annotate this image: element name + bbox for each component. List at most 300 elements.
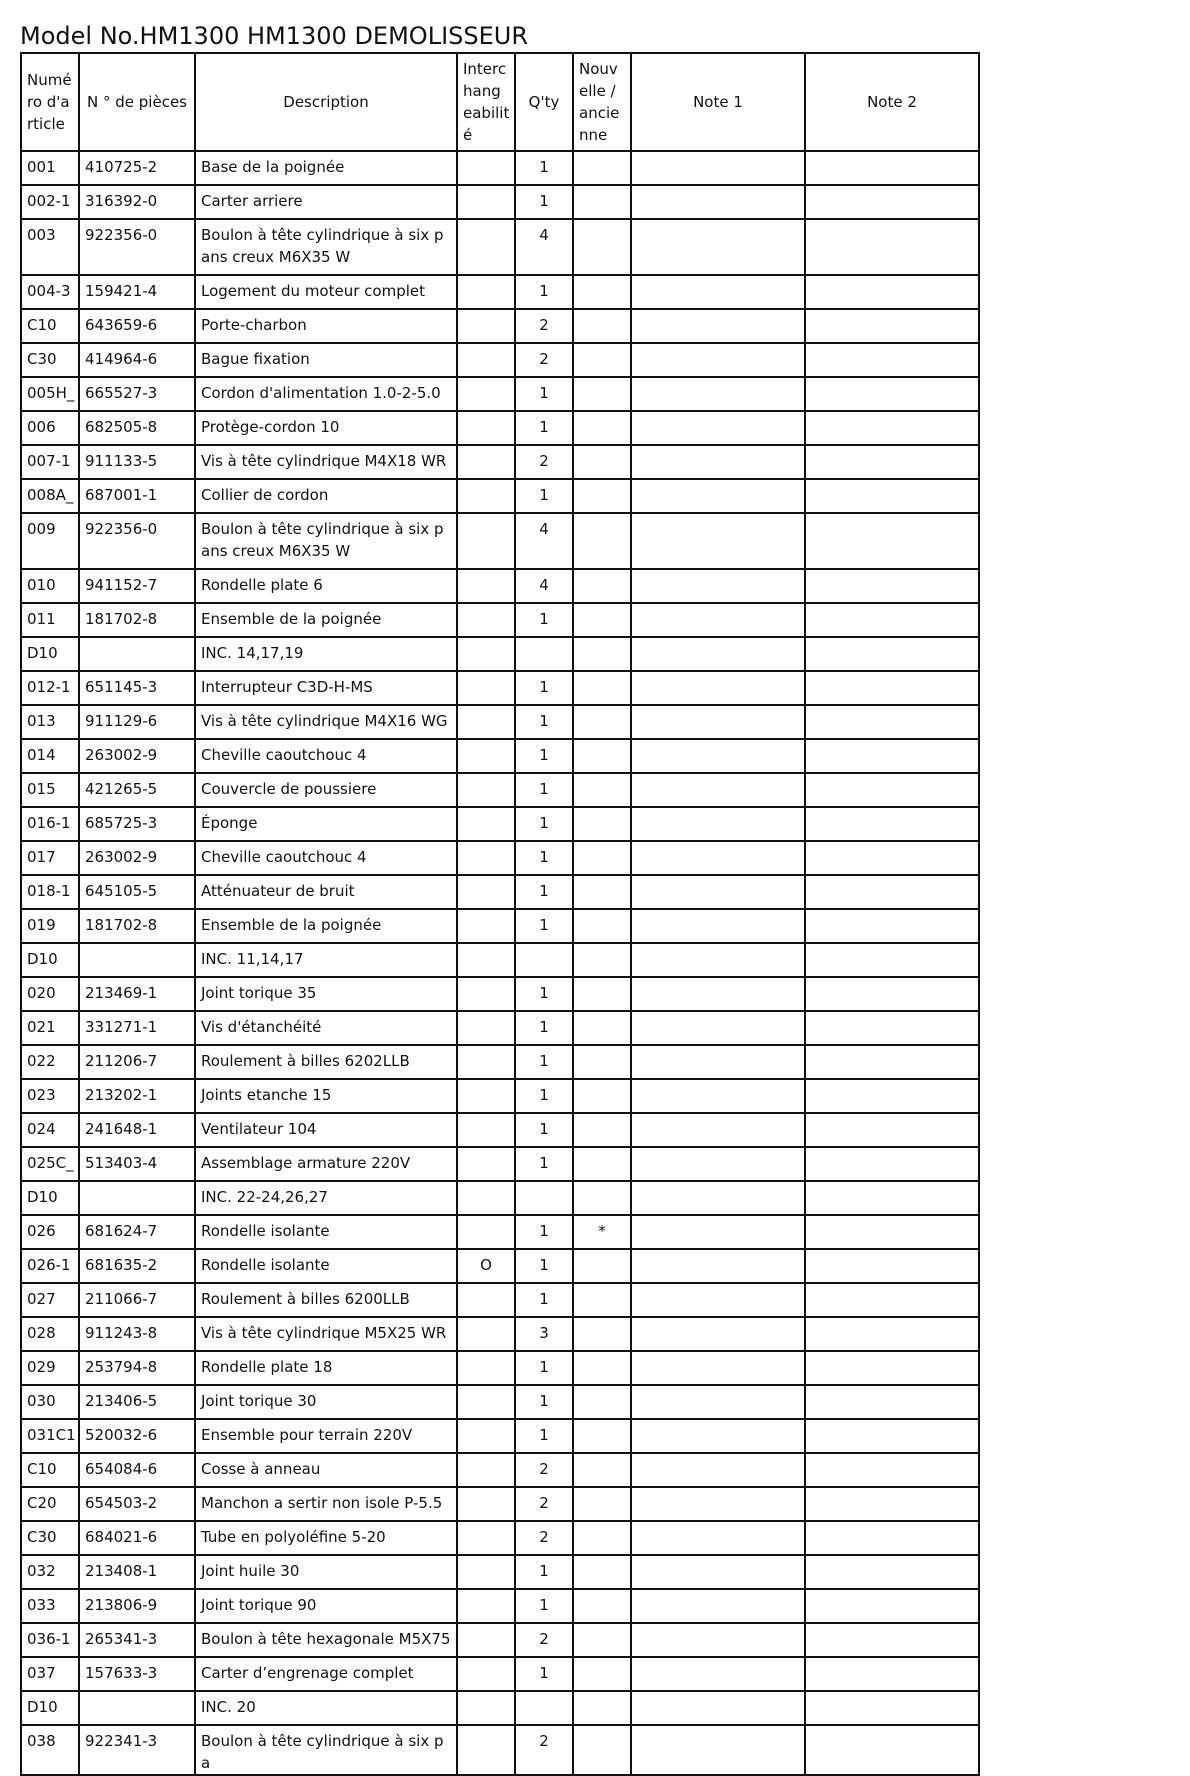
note-2-cell <box>805 1249 979 1283</box>
new-old-cell <box>573 1113 631 1147</box>
table-row <box>21 445 979 479</box>
new-old-cell <box>573 185 631 219</box>
new-old-cell <box>573 377 631 411</box>
note-1-cell <box>631 1555 805 1589</box>
item-number-cell: 021 <box>21 1011 79 1045</box>
quantity-cell: 1 <box>515 479 573 513</box>
description-cell: Ensemble pour terrain 220V <box>195 1419 457 1453</box>
quantity-cell: 1 <box>515 185 573 219</box>
note-2-cell <box>805 1317 979 1351</box>
quantity-cell: 1 <box>515 1555 573 1589</box>
note-2-cell <box>805 151 979 185</box>
description-cell: Porte-charbon <box>195 309 457 343</box>
part-number-cell: 181702-8 <box>79 909 195 943</box>
note-1-cell <box>631 637 805 671</box>
new-old-cell <box>573 977 631 1011</box>
note-2-cell <box>805 1691 979 1725</box>
new-old-cell <box>573 1453 631 1487</box>
table-row <box>21 185 979 219</box>
interchangeability-cell <box>457 1521 515 1555</box>
interchangeability-cell <box>457 773 515 807</box>
interchangeability-cell <box>457 739 515 773</box>
note-1-cell <box>631 479 805 513</box>
note-2-cell <box>805 275 979 309</box>
description-cell: INC. 22-24,26,27 <box>195 1181 457 1215</box>
new-old-cell <box>573 1725 631 1775</box>
quantity-cell: 1 <box>515 275 573 309</box>
description-cell: Interrupteur C3D-H-MS <box>195 671 457 705</box>
interchangeability-cell <box>457 1623 515 1657</box>
description-cell: Vis à tête cylindrique M4X16 WG <box>195 705 457 739</box>
header-new-old: Nouv elle / ancie nne <box>573 53 631 151</box>
table-row <box>21 219 979 275</box>
item-number-cell: D10 <box>21 943 79 977</box>
description-cell: Couvercle de poussiere <box>195 773 457 807</box>
item-number-cell: 008A_ <box>21 479 79 513</box>
quantity-cell: 1 <box>515 151 573 185</box>
interchangeability-cell <box>457 1691 515 1725</box>
description-cell: Vis à tête cylindrique M5X25 WR <box>195 1317 457 1351</box>
table-row <box>21 1657 979 1691</box>
new-old-cell <box>573 875 631 909</box>
item-number-cell: D10 <box>21 1181 79 1215</box>
item-number-cell: 011 <box>21 603 79 637</box>
table-row <box>21 343 979 377</box>
interchangeability-cell <box>457 513 515 569</box>
quantity-cell: 1 <box>515 841 573 875</box>
table-row <box>21 1385 979 1419</box>
interchangeability-cell <box>457 1453 515 1487</box>
note-2-cell <box>805 841 979 875</box>
part-number-cell: 911133-5 <box>79 445 195 479</box>
new-old-cell <box>573 1589 631 1623</box>
note-2-cell <box>805 1079 979 1113</box>
item-number-cell: 027 <box>21 1283 79 1317</box>
note-2-cell <box>805 1113 979 1147</box>
part-number-cell: 911129-6 <box>79 705 195 739</box>
description-cell: Joint torique 30 <box>195 1385 457 1419</box>
note-2-cell <box>805 569 979 603</box>
part-number-cell: 211206-7 <box>79 1045 195 1079</box>
quantity-cell: 2 <box>515 1725 573 1775</box>
quantity-cell: 1 <box>515 671 573 705</box>
note-2-cell <box>805 309 979 343</box>
table-row <box>21 1181 979 1215</box>
note-2-cell <box>805 1385 979 1419</box>
part-number-cell <box>79 637 195 671</box>
note-1-cell <box>631 1113 805 1147</box>
part-number-cell: 654084-6 <box>79 1453 195 1487</box>
description-cell: Éponge <box>195 807 457 841</box>
note-2-cell <box>805 377 979 411</box>
interchangeability-cell <box>457 977 515 1011</box>
item-number-cell: 019 <box>21 909 79 943</box>
part-number-cell: 213408-1 <box>79 1555 195 1589</box>
quantity-cell: 1 <box>515 909 573 943</box>
note-2-cell <box>805 1623 979 1657</box>
description-cell: Tube en polyoléfine 5-20 <box>195 1521 457 1555</box>
parts-table <box>20 52 980 1776</box>
note-2-cell <box>805 671 979 705</box>
description-cell: Joint torique 35 <box>195 977 457 1011</box>
table-row <box>21 943 979 977</box>
note-1-cell <box>631 1691 805 1725</box>
note-1-cell <box>631 807 805 841</box>
part-number-cell: 159421-4 <box>79 275 195 309</box>
table-row <box>21 1215 979 1249</box>
item-number-cell: 023 <box>21 1079 79 1113</box>
table-row <box>21 977 979 1011</box>
interchangeability-cell <box>457 1147 515 1181</box>
new-old-cell <box>573 739 631 773</box>
interchangeability-cell <box>457 479 515 513</box>
quantity-cell <box>515 1691 573 1725</box>
note-2-cell <box>805 343 979 377</box>
note-1-cell <box>631 977 805 1011</box>
new-old-cell <box>573 671 631 705</box>
item-number-cell: 022 <box>21 1045 79 1079</box>
part-number-cell: 410725-2 <box>79 151 195 185</box>
new-old-cell <box>573 513 631 569</box>
item-number-cell: 020 <box>21 977 79 1011</box>
quantity-cell: 2 <box>515 1453 573 1487</box>
new-old-cell <box>573 1079 631 1113</box>
note-1-cell <box>631 1419 805 1453</box>
interchangeability-cell <box>457 1589 515 1623</box>
new-old-cell <box>573 1521 631 1555</box>
interchangeability-cell <box>457 841 515 875</box>
interchangeability-cell <box>457 1113 515 1147</box>
table-row <box>21 1521 979 1555</box>
note-1-cell <box>631 1283 805 1317</box>
new-old-cell <box>573 705 631 739</box>
note-2-cell <box>805 943 979 977</box>
quantity-cell: 2 <box>515 1521 573 1555</box>
note-1-cell <box>631 1657 805 1691</box>
quantity-cell: 1 <box>515 411 573 445</box>
note-1-cell <box>631 343 805 377</box>
note-2-cell <box>805 1011 979 1045</box>
item-number-cell: 007-1 <box>21 445 79 479</box>
note-2-cell <box>805 513 979 569</box>
table-row <box>21 1011 979 1045</box>
item-number-cell: 004-3 <box>21 275 79 309</box>
note-1-cell <box>631 1249 805 1283</box>
table-row <box>21 151 979 185</box>
note-2-cell <box>805 219 979 275</box>
interchangeability-cell <box>457 1725 515 1775</box>
quantity-cell: 1 <box>515 807 573 841</box>
description-cell: Vis à tête cylindrique M4X18 WR <box>195 445 457 479</box>
new-old-cell <box>573 943 631 977</box>
part-number-cell: 265341-3 <box>79 1623 195 1657</box>
interchangeability-cell <box>457 1351 515 1385</box>
table-row <box>21 411 979 445</box>
interchangeability-cell <box>457 309 515 343</box>
note-1-cell <box>631 411 805 445</box>
note-2-cell <box>805 445 979 479</box>
description-cell: Protège-cordon 10 <box>195 411 457 445</box>
new-old-cell <box>573 841 631 875</box>
part-number-cell: 941152-7 <box>79 569 195 603</box>
note-2-cell <box>805 1487 979 1521</box>
quantity-cell <box>515 1181 573 1215</box>
table-row <box>21 739 979 773</box>
interchangeability-cell <box>457 943 515 977</box>
part-number-cell: 213202-1 <box>79 1079 195 1113</box>
quantity-cell: 1 <box>515 739 573 773</box>
part-number-cell: 681624-7 <box>79 1215 195 1249</box>
header-note-2: Note 2 <box>805 53 979 151</box>
part-number-cell: 682505-8 <box>79 411 195 445</box>
part-number-cell: 520032-6 <box>79 1419 195 1453</box>
item-number-cell: 013 <box>21 705 79 739</box>
note-1-cell <box>631 1351 805 1385</box>
new-old-cell <box>573 1249 631 1283</box>
description-cell: Cheville caoutchouc 4 <box>195 841 457 875</box>
quantity-cell: 1 <box>515 377 573 411</box>
quantity-cell: 2 <box>515 445 573 479</box>
description-cell: Joint torique 90 <box>195 1589 457 1623</box>
description-cell: Manchon a sertir non isole P-5.5 <box>195 1487 457 1521</box>
item-number-cell: 025C_ <box>21 1147 79 1181</box>
note-1-cell <box>631 1725 805 1775</box>
note-1-cell <box>631 1453 805 1487</box>
table-row <box>21 705 979 739</box>
part-number-cell: 263002-9 <box>79 739 195 773</box>
note-2-cell <box>805 1555 979 1589</box>
part-number-cell <box>79 1181 195 1215</box>
note-2-cell <box>805 1215 979 1249</box>
item-number-cell: C10 <box>21 1453 79 1487</box>
description-cell: Boulon à tête hexagonale M5X75 <box>195 1623 457 1657</box>
note-2-cell <box>805 1351 979 1385</box>
note-2-cell <box>805 705 979 739</box>
description-cell: Cheville caoutchouc 4 <box>195 739 457 773</box>
new-old-cell <box>573 1623 631 1657</box>
header-part-number: N ° de pièces <box>79 53 195 151</box>
item-number-cell: C30 <box>21 343 79 377</box>
note-2-cell <box>805 603 979 637</box>
item-number-cell: 002-1 <box>21 185 79 219</box>
note-1-cell <box>631 1623 805 1657</box>
note-1-cell <box>631 1011 805 1045</box>
note-2-cell <box>805 1725 979 1775</box>
item-number-cell: 036-1 <box>21 1623 79 1657</box>
table-row <box>21 1555 979 1589</box>
note-1-cell <box>631 219 805 275</box>
note-1-cell <box>631 603 805 637</box>
table-row <box>21 1249 979 1283</box>
part-number-cell: 414964-6 <box>79 343 195 377</box>
note-1-cell <box>631 151 805 185</box>
quantity-cell: 1 <box>515 1283 573 1317</box>
note-1-cell <box>631 909 805 943</box>
quantity-cell: 1 <box>515 705 573 739</box>
note-2-cell <box>805 1657 979 1691</box>
item-number-cell: 003 <box>21 219 79 275</box>
description-cell: Rondelle plate 6 <box>195 569 457 603</box>
new-old-cell <box>573 411 631 445</box>
item-number-cell: 015 <box>21 773 79 807</box>
table-row <box>21 1623 979 1657</box>
item-number-cell: 009 <box>21 513 79 569</box>
quantity-cell: 3 <box>515 1317 573 1351</box>
new-old-cell <box>573 1419 631 1453</box>
description-cell: Rondelle plate 18 <box>195 1351 457 1385</box>
new-old-cell: * <box>573 1215 631 1249</box>
description-cell: Roulement à billes 6202LLB <box>195 1045 457 1079</box>
interchangeability-cell <box>457 445 515 479</box>
interchangeability-cell <box>457 1283 515 1317</box>
note-2-cell <box>805 1045 979 1079</box>
quantity-cell: 1 <box>515 1657 573 1691</box>
note-1-cell <box>631 739 805 773</box>
new-old-cell <box>573 479 631 513</box>
quantity-cell: 1 <box>515 1011 573 1045</box>
new-old-cell <box>573 309 631 343</box>
description-cell: INC. 11,14,17 <box>195 943 457 977</box>
note-1-cell <box>631 275 805 309</box>
note-1-cell <box>631 1045 805 1079</box>
interchangeability-cell <box>457 1079 515 1113</box>
note-1-cell <box>631 1079 805 1113</box>
new-old-cell <box>573 1657 631 1691</box>
table-row <box>21 1419 979 1453</box>
new-old-cell <box>573 343 631 377</box>
part-number-cell: 685725-3 <box>79 807 195 841</box>
new-old-cell <box>573 1385 631 1419</box>
quantity-cell: 1 <box>515 1589 573 1623</box>
item-number-cell: D10 <box>21 1691 79 1725</box>
interchangeability-cell <box>457 1487 515 1521</box>
note-2-cell <box>805 773 979 807</box>
description-cell: Ensemble de la poignée <box>195 909 457 943</box>
item-number-cell: 010 <box>21 569 79 603</box>
item-number-cell: 030 <box>21 1385 79 1419</box>
part-number-cell: 211066-7 <box>79 1283 195 1317</box>
note-2-cell <box>805 1283 979 1317</box>
part-number-cell: 681635-2 <box>79 1249 195 1283</box>
new-old-cell <box>573 219 631 275</box>
new-old-cell <box>573 1555 631 1589</box>
interchangeability-cell <box>457 1385 515 1419</box>
note-1-cell <box>631 569 805 603</box>
item-number-cell: 033 <box>21 1589 79 1623</box>
note-1-cell <box>631 377 805 411</box>
note-2-cell <box>805 411 979 445</box>
description-cell: Boulon à tête cylindrique à six pa <box>195 1725 457 1775</box>
quantity-cell: 1 <box>515 977 573 1011</box>
description-cell: Collier de cordon <box>195 479 457 513</box>
quantity-cell: 1 <box>515 1351 573 1385</box>
interchangeability-cell <box>457 411 515 445</box>
quantity-cell: 2 <box>515 1487 573 1521</box>
description-cell: Boulon à tête cylindrique à six pans creux M6X35 W <box>195 219 457 275</box>
interchangeability-cell <box>457 1181 515 1215</box>
interchangeability-cell <box>457 219 515 275</box>
description-cell: Roulement à billes 6200LLB <box>195 1283 457 1317</box>
description-cell: Rondelle isolante <box>195 1215 457 1249</box>
table-row <box>21 1079 979 1113</box>
note-1-cell <box>631 875 805 909</box>
interchangeability-cell <box>457 1657 515 1691</box>
quantity-cell: 1 <box>515 1385 573 1419</box>
quantity-cell <box>515 943 573 977</box>
interchangeability-cell <box>457 875 515 909</box>
part-number-cell: 263002-9 <box>79 841 195 875</box>
new-old-cell <box>573 1351 631 1385</box>
item-number-cell: D10 <box>21 637 79 671</box>
note-1-cell <box>631 705 805 739</box>
new-old-cell <box>573 445 631 479</box>
quantity-cell: 1 <box>515 1045 573 1079</box>
part-number-cell: 922356-0 <box>79 513 195 569</box>
note-2-cell <box>805 909 979 943</box>
item-number-cell: 032 <box>21 1555 79 1589</box>
header-row <box>21 53 979 151</box>
note-2-cell <box>805 977 979 1011</box>
item-number-cell: 026-1 <box>21 1249 79 1283</box>
quantity-cell: 1 <box>515 1079 573 1113</box>
quantity-cell: 4 <box>515 513 573 569</box>
table-row <box>21 773 979 807</box>
note-1-cell <box>631 1317 805 1351</box>
quantity-cell: 1 <box>515 1419 573 1453</box>
header-quantity: Q'ty <box>515 53 573 151</box>
part-number-cell: 922341-3 <box>79 1725 195 1775</box>
description-cell: Cosse à anneau <box>195 1453 457 1487</box>
table-row <box>21 479 979 513</box>
note-2-cell <box>805 1521 979 1555</box>
note-1-cell <box>631 1589 805 1623</box>
part-number-cell: 645105-5 <box>79 875 195 909</box>
interchangeability-cell <box>457 807 515 841</box>
description-cell: Boulon à tête cylindrique à six pans creux M6X35 W <box>195 513 457 569</box>
interchangeability-cell <box>457 637 515 671</box>
item-number-cell: 014 <box>21 739 79 773</box>
item-number-cell: 029 <box>21 1351 79 1385</box>
note-2-cell <box>805 1589 979 1623</box>
table-row <box>21 1487 979 1521</box>
new-old-cell <box>573 603 631 637</box>
description-cell: Atténuateur de bruit <box>195 875 457 909</box>
interchangeability-cell <box>457 1555 515 1589</box>
description-cell: Joints etanche 15 <box>195 1079 457 1113</box>
note-1-cell <box>631 773 805 807</box>
new-old-cell <box>573 1011 631 1045</box>
description-cell: Vis d'étanchéité <box>195 1011 457 1045</box>
table-row <box>21 603 979 637</box>
document-title: Model No.HM1300 HM1300 DEMOLISSEUR <box>20 22 529 50</box>
new-old-cell <box>573 1181 631 1215</box>
interchangeability-cell <box>457 1317 515 1351</box>
item-number-cell: C30 <box>21 1521 79 1555</box>
description-cell: Joint huile 30 <box>195 1555 457 1589</box>
table-row <box>21 513 979 569</box>
item-number-cell: 001 <box>21 151 79 185</box>
interchangeability-cell <box>457 1011 515 1045</box>
note-2-cell <box>805 1147 979 1181</box>
part-number-cell: 181702-8 <box>79 603 195 637</box>
note-1-cell <box>631 1215 805 1249</box>
table-row <box>21 1453 979 1487</box>
new-old-cell <box>573 807 631 841</box>
part-number-cell: 316392-0 <box>79 185 195 219</box>
note-1-cell <box>631 1521 805 1555</box>
table-row <box>21 569 979 603</box>
interchangeability-cell <box>457 603 515 637</box>
